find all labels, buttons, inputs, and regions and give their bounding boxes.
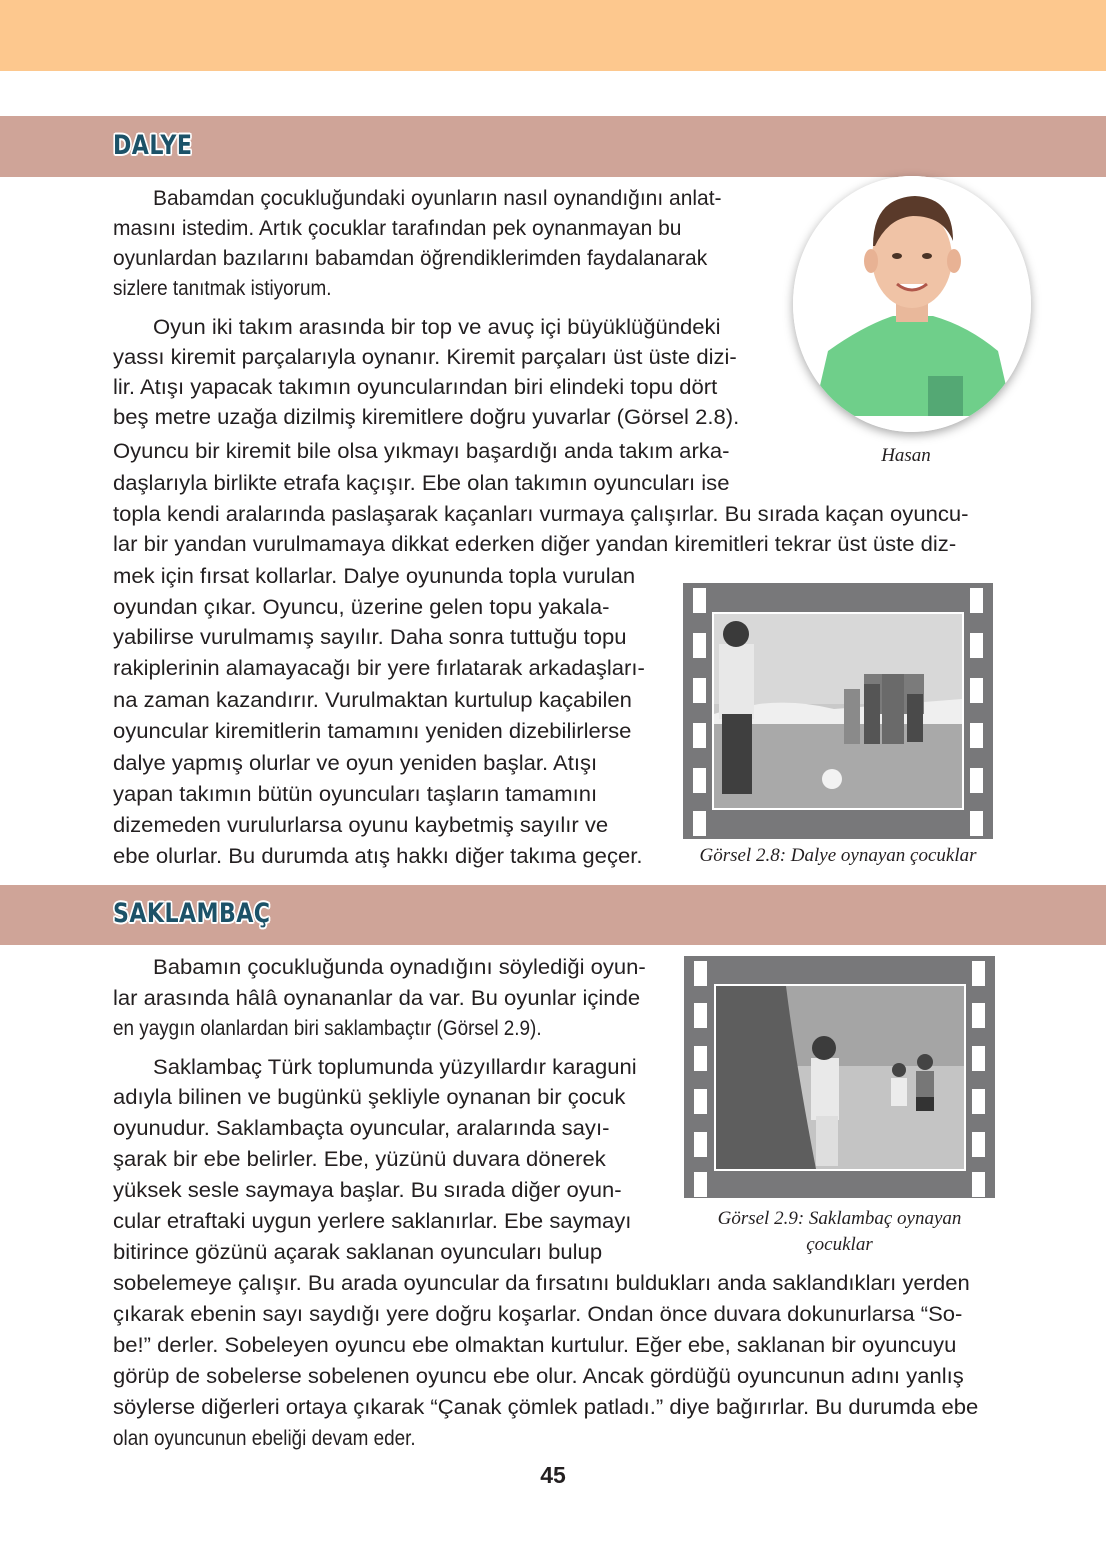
figure-2-9-caption-line2: çocuklar [806,1234,873,1255]
text-line: sizlere tanıtmak istiyorum. [113,277,332,300]
text-line: mek için fırsat kollarlar. Dalye oyununda topla vurulan [113,565,636,588]
text-line: adıyla bilinen ve bugünkü şekliyle oynanan bir çocuk [113,1086,626,1109]
text-line: yassı kiremit parçalarıyla oynanır. Kiremit parçaları üst üste dizi- [113,346,737,369]
text-line: yüksek sesle saymaya başlar. Bu sırada diğer oyun- [113,1179,622,1202]
text-line: şarak bir ebe belirler. Ebe, yüzünü duvara dönerek [113,1148,606,1171]
children-playing-dalye-illustration [714,614,962,808]
page-header-band [0,0,1106,71]
text-line: Babamın çocukluğunda oynadığını söylediği oyun- [153,956,646,979]
figure-2-8-film-frame [683,583,993,839]
text-line: rakiplerinin alamayacağı bir yere fırlatarak arkadaşları- [113,657,645,680]
text-line: dalye yapmış olurlar ve oyun yeniden başlar. Atışı [113,752,598,775]
text-line: na zaman kazandırır. Vurulmaktan kurtulup kaçabilen [113,689,632,712]
text-line: Oyuncu bir kiremit bile olsa yıkmayı başardığı anda takım arka- [113,440,730,463]
portrait-image [793,176,1031,432]
figure-2-9-caption-line1: Görsel 2.9: Saklambaç oynayan [717,1208,962,1229]
text-line: daşlarıyla birlikte etrafa kaçışır. Ebe olan takımın oyuncuları ise [113,472,730,495]
section-header-dalye [0,116,1106,177]
text-line: en yaygın olanlardan biri saklambaçtır (Görsel 2.9). [113,1017,542,1040]
text-line: beş metre uzağa dizilmiş kiremitlere doğru yuvarlar (Görsel 2.8). [113,406,740,429]
text-line: çıkarak ebenin sayı saydığı yere doğru koşarlar. Ondan önce duvara dokunurlarsa “So- [113,1303,963,1326]
section-title: DALYE [113,130,193,161]
text-line: be!” derler. Sobeleyen oyuncu ebe olmaktan kurtulur. Eğer ebe, saklanan bir oyuncuyu [113,1334,957,1357]
text-line: sobelemeye çalışır. Bu arada oyuncular da fırsatını buldukları anda saklandıkları yerden [113,1272,970,1295]
text-line: topla kendi aralarında paslaşarak kaçanları vurmaya çalışırlar. Bu sırada kaçan oyuncu- [113,503,969,526]
text-line: cular etraftaki uygun yerlere saklanırlar. Ebe saymayı [113,1210,632,1233]
text-line: oyundan çıkar. Oyuncu, üzerine gelen topu yakala- [113,596,610,619]
text-line: bitirince gözünü açarak saklanan oyuncuları bulup [113,1241,603,1264]
text-line: söylerse diğerleri ortaya çıkarak “Çanak çömlek patladı.” diye bağırırlar. Bu durumda ebe [113,1396,979,1419]
text-line: ebe olurlar. Bu durumda atış hakkı diğer takıma geçer. [113,845,643,868]
text-line: Babamdan çocukluğundaki oyunların nasıl oynandığını anlat- [153,187,722,210]
text-line: Saklambaç Türk toplumunda yüzyıllardır karaguni [153,1056,637,1079]
text-line: olan oyuncunun ebeliği devam eder. [113,1427,416,1450]
text-line: Oyun iki takım arasında bir top ve avuç içi büyüklüğündeki [153,316,721,339]
figure-2-9-film-frame [684,956,995,1198]
text-line: oyuncular kiremitlerin tamamını yeniden dizebilirlerse [113,720,632,743]
text-line: oyunlardan bazılarını babamdan öğrendiklerimden faydalanarak [113,247,708,270]
text-line: görüp de sobelerse sobelenen oyuncu ebe olur. Ancak gördüğü oyuncunun adını yanlış [113,1365,964,1388]
page-number: 45 [540,1462,566,1488]
text-line: masını istedim. Artık çocuklar tarafından pek oynanmayan bu [113,217,682,240]
section-title: SAKLAMBAÇ [113,898,271,929]
figure-2-9-photo [714,984,966,1171]
text-line: lar arasında hâlâ oynananlar da var. Bu oyunlar içinde [113,987,641,1010]
text-line: dizemeden vurulurlarsa oyunu kaybetmiş sayılır ve [113,814,609,837]
text-line: oyunudur. Saklambaçta oyuncular, aralarında sayı- [113,1117,610,1140]
children-playing-hide-and-seek-illustration [716,986,964,1169]
portrait-caption: Hasan [881,445,931,466]
figure-2-8-photo [712,612,964,810]
section-header-saklambac [0,885,1106,945]
text-line: lir. Atışı yapacak takımın oyuncularından biri elindeki topu dört [113,376,718,399]
figure-2-8-caption: Görsel 2.8: Dalye oynayan çocuklar [699,845,977,866]
boy-portrait-illustration [793,176,1031,432]
text-line: lar bir yandan vurulmamaya dikkat ederken diğer yandan kiremitleri tekrar üst üste diz- [113,533,957,556]
text-line: yabilirse vurulmamış sayılır. Daha sonra tuttuğu topu [113,626,627,649]
text-line: yapan takımın bütün oyuncuları taşların tamamını [113,783,598,806]
